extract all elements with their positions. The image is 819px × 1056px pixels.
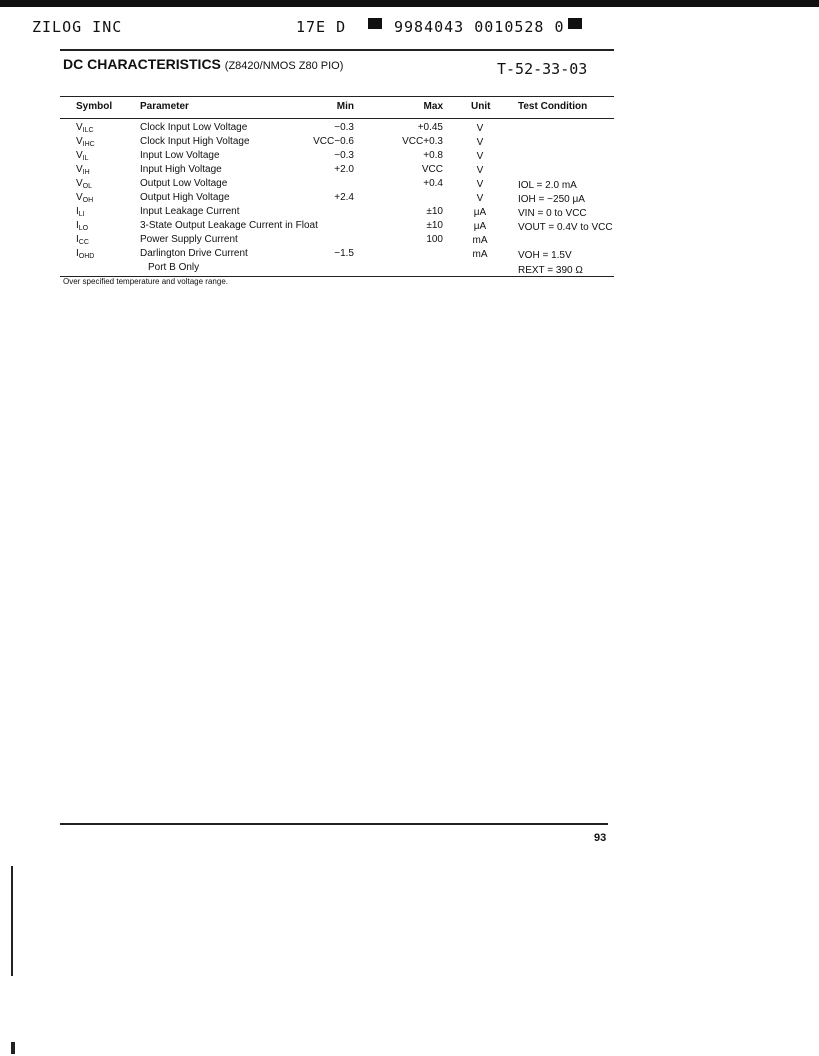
col-header-min: Min — [336, 101, 354, 112]
cell-unit: V — [476, 193, 484, 204]
page-title — [63, 56, 343, 72]
header-code-1: 17E D — [296, 18, 347, 36]
document-header — [32, 18, 592, 42]
title-sub: (Z8420/NMOS Z80 PIO) — [224, 60, 344, 72]
cell-max: 100 — [426, 234, 443, 245]
cell-parameter: Clock Input Low Voltage — [140, 122, 248, 133]
footnote: Over specified temperature and voltage range. — [63, 277, 228, 286]
header-bottom-rule — [60, 118, 614, 119]
cell-symbol: $V_{ILC}$ — [76, 122, 94, 134]
cell-symbol: $V_{IHC}$ — [76, 136, 95, 148]
col-header-parameter: Parameter — [140, 101, 189, 112]
cell-unit: V — [476, 179, 484, 190]
col-header-unit: Unit — [471, 101, 491, 112]
cell-symbol: $I_{CC}$ — [76, 234, 89, 246]
cell-min: −1.5 — [334, 248, 354, 259]
header-code-2: 9984043 0010528 0 — [394, 18, 565, 36]
cell-parameter: Clock Input High Voltage — [140, 136, 250, 147]
cell-symbol: $V_{IL}$ — [76, 150, 89, 162]
cell-unit: V — [476, 151, 484, 162]
page-number: 93 — [594, 832, 607, 844]
cell-min: +2.0 — [334, 164, 354, 175]
col-header-symbol: Symbol — [76, 101, 113, 112]
scan-edge-mark-bottom — [11, 1042, 15, 1054]
cell-test-condition-continued: REXT = 390 Ω — [518, 265, 583, 276]
title-top-rule — [60, 49, 614, 51]
cell-max: +0.4 — [423, 178, 443, 189]
cell-test-condition: VIN = 0 to VCC — [518, 208, 587, 219]
top-scan-border — [0, 0, 819, 7]
cell-unit: V — [476, 123, 484, 134]
footer-rule — [60, 823, 608, 825]
cell-min: −0.3 — [334, 150, 354, 161]
cell-test-condition: VOH = 1.5V — [518, 250, 572, 261]
cell-parameter: Output High Voltage — [140, 192, 230, 203]
cell-parameter: Darlington Drive Current — [140, 248, 248, 259]
table-top-rule — [60, 96, 614, 97]
col-header-max: Max — [423, 101, 443, 112]
cell-max: VCC+0.3 — [402, 136, 443, 147]
cell-symbol: $V_{IH}$ — [76, 164, 90, 176]
cell-min: −0.3 — [334, 122, 354, 133]
cell-parameter: Output Low Voltage — [140, 178, 228, 189]
document-code: T-52-33-03 — [497, 60, 588, 78]
cell-max: VCC — [421, 164, 443, 175]
cell-symbol: $V_{OH}$ — [76, 192, 94, 204]
cell-symbol: $I_{LO}$ — [76, 220, 89, 232]
cell-symbol: $V_{OL}$ — [76, 178, 93, 190]
cell-max: +0.45 — [417, 122, 443, 133]
cell-parameter: 3-State Output Leakage Current in Float — [140, 220, 318, 231]
cell-max: ±10 — [426, 206, 443, 217]
cell-unit: V — [476, 165, 484, 176]
cell-min: +2.4 — [334, 192, 354, 203]
cell-unit: μA — [473, 207, 487, 218]
cell-symbol: $I_{OHD}$ — [76, 248, 95, 260]
cell-min: VCC−0.6 — [313, 136, 354, 147]
cell-parameter: Power Supply Current — [140, 234, 238, 245]
cell-test-condition: IOH = −250 μA — [518, 194, 585, 205]
cell-test-condition: IOL = 2.0 mA — [518, 180, 577, 191]
cell-unit: mA — [472, 235, 488, 246]
cell-max: +0.8 — [423, 150, 443, 161]
cell-test-condition: VOUT = 0.4V to VCC — [518, 222, 613, 233]
cell-parameter: Input Leakage Current — [140, 206, 240, 217]
cell-unit: μA — [473, 221, 487, 232]
col-header-test-condition: Test Condition — [518, 101, 588, 112]
cell-parameter-continued: Port B Only — [148, 262, 200, 273]
cell-unit: V — [476, 137, 484, 148]
company-name: ZILOG INC — [32, 18, 123, 36]
cell-symbol: $I_{LI}$ — [76, 206, 85, 218]
cell-max: ±10 — [426, 220, 443, 231]
cell-parameter: Input High Voltage — [140, 164, 222, 175]
cell-unit: mA — [472, 249, 488, 260]
cell-parameter: Input Low Voltage — [140, 150, 220, 161]
scan-edge-mark — [11, 866, 13, 976]
title-main: DC CHARACTERISTICS — [63, 56, 221, 72]
